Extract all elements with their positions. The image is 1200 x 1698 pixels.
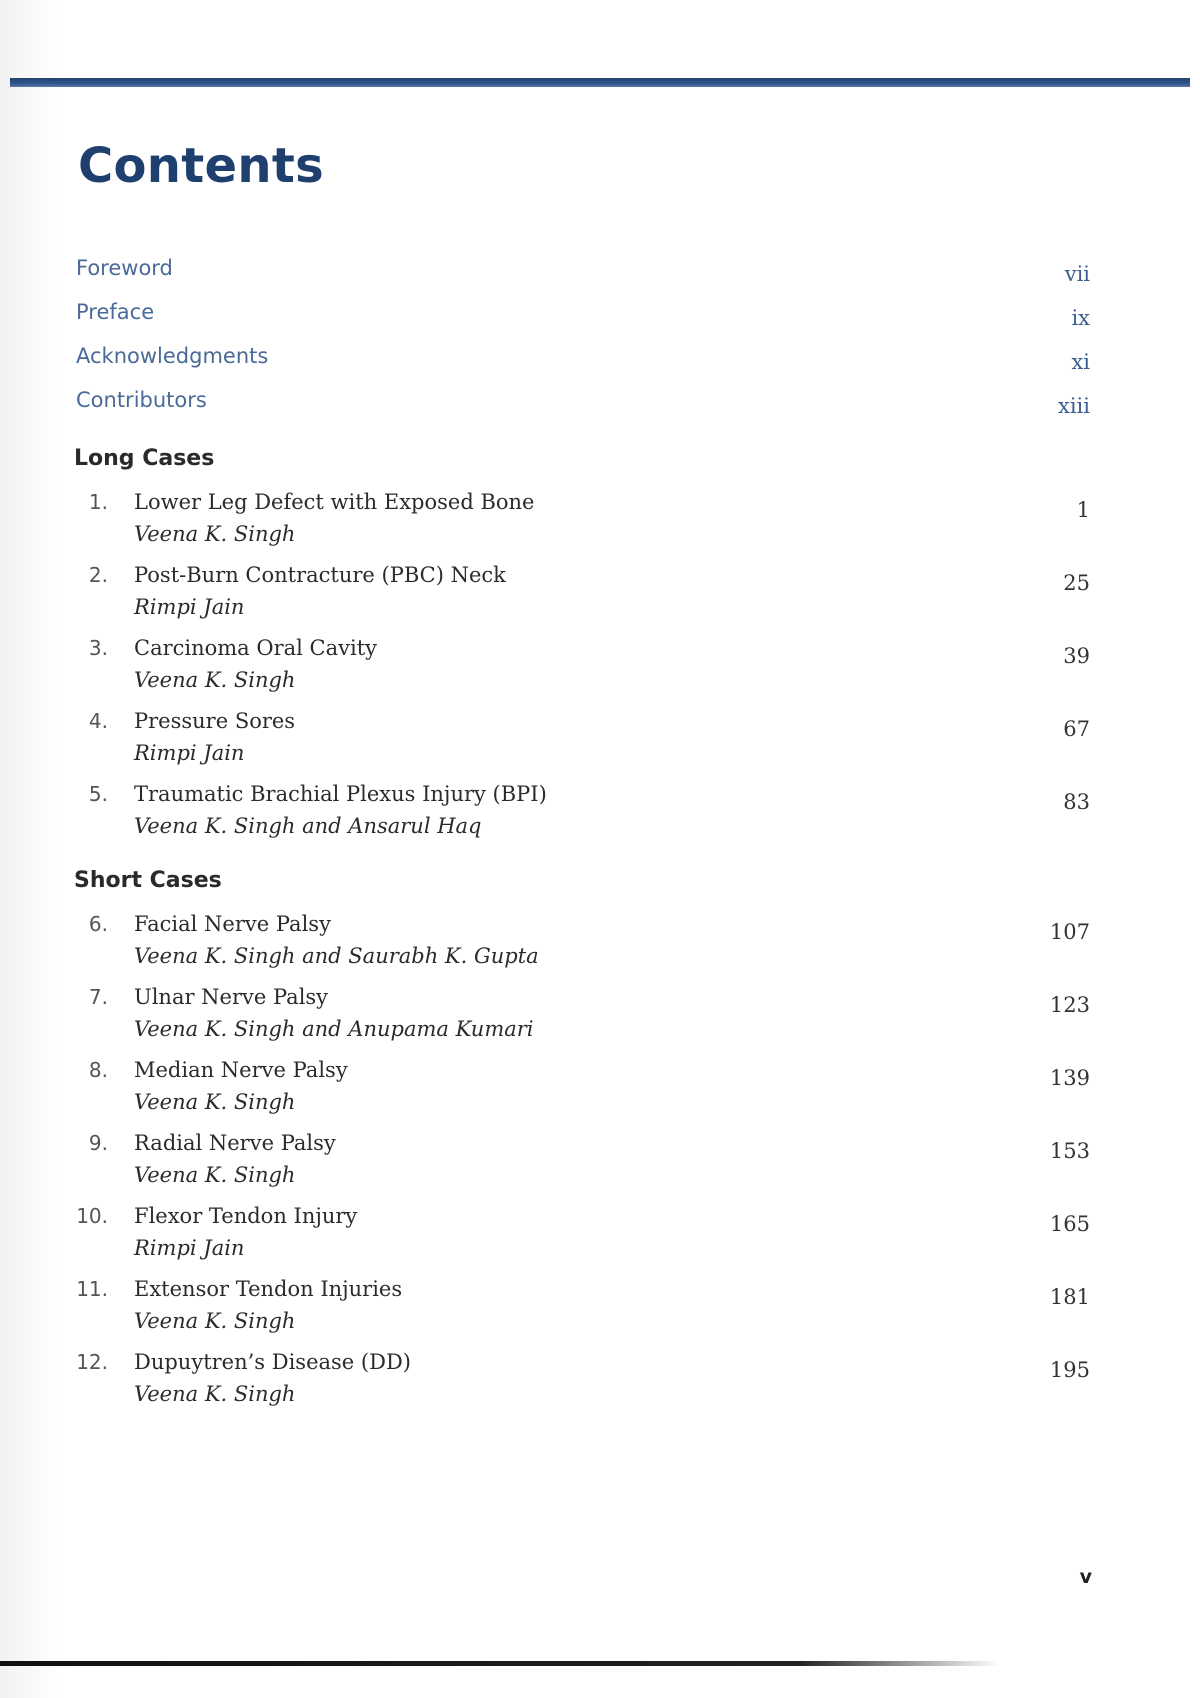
toc-chapter-6[interactable] xyxy=(70,912,1090,982)
page-title: Contents xyxy=(78,138,324,194)
chapter-page: 165 xyxy=(1049,1212,1090,1236)
chapter-number: 2. xyxy=(88,563,108,587)
chapter-number: 4. xyxy=(88,709,108,733)
chapter-page: 1 xyxy=(1076,498,1090,522)
entry-label: Contributors xyxy=(76,388,207,412)
chapter-author: Veena K. Singh and Anupama Kumari xyxy=(134,1017,534,1041)
chapter-title: Facial Nerve Palsy xyxy=(134,912,331,936)
chapter-page: 139 xyxy=(1049,1066,1090,1090)
toc-chapter-8[interactable] xyxy=(70,1058,1090,1128)
chapter-page: 39 xyxy=(1063,644,1090,668)
toc-chapter-7[interactable] xyxy=(70,985,1090,1055)
top-rule xyxy=(10,78,1190,87)
chapter-number: 12. xyxy=(76,1350,108,1374)
chapter-page: 67 xyxy=(1063,717,1090,741)
toc-chapter-4[interactable] xyxy=(70,709,1090,779)
chapter-title: Extensor Tendon Injuries xyxy=(134,1277,403,1301)
chapter-page: 153 xyxy=(1049,1139,1090,1163)
chapter-number: 7. xyxy=(88,985,108,1009)
chapter-number: 6. xyxy=(88,912,108,936)
toc-chapter-2[interactable] xyxy=(70,563,1090,633)
chapter-page: 123 xyxy=(1049,993,1090,1017)
bottom-rule xyxy=(0,1661,1000,1666)
chapter-number: 5. xyxy=(88,782,108,806)
chapter-author: Veena K. Singh xyxy=(134,522,296,546)
chapter-title: Flexor Tendon Injury xyxy=(134,1204,358,1228)
chapter-author: Rimpi Jain xyxy=(134,741,245,765)
chapter-author: Rimpi Jain xyxy=(134,1236,245,1260)
chapter-title: Radial Nerve Palsy xyxy=(134,1131,336,1155)
chapter-author: Veena K. Singh and Ansarul Haq xyxy=(134,814,482,838)
chapter-page: 181 xyxy=(1049,1285,1090,1309)
chapter-title: Post-Burn Contracture (PBC) Neck xyxy=(134,563,506,587)
entry-page: ix xyxy=(1071,306,1090,330)
toc-chapter-12[interactable] xyxy=(70,1350,1090,1420)
toc-chapter-11[interactable] xyxy=(70,1277,1090,1347)
chapter-title: Lower Leg Defect with Exposed Bone xyxy=(134,490,535,514)
toc-chapter-9[interactable] xyxy=(70,1131,1090,1201)
toc-chapter-5[interactable] xyxy=(70,782,1090,852)
entry-label: Acknowledgments xyxy=(76,344,269,368)
chapter-number: 8. xyxy=(88,1058,108,1082)
chapter-author: Veena K. Singh xyxy=(134,1309,296,1333)
toc-entry-preface[interactable] xyxy=(76,300,1090,330)
chapter-page: 25 xyxy=(1063,571,1090,595)
section-heading-short-cases: Short Cases xyxy=(74,868,222,893)
chapter-title: Median Nerve Palsy xyxy=(134,1058,348,1082)
scan-edge-shadow xyxy=(0,0,60,1698)
chapter-number: 11. xyxy=(76,1277,108,1301)
chapter-page: 107 xyxy=(1049,920,1090,944)
chapter-author: Veena K. Singh xyxy=(134,1382,296,1406)
page-folio: v xyxy=(1079,1566,1092,1588)
chapter-page: 83 xyxy=(1063,790,1090,814)
entry-page: xiii xyxy=(1058,394,1090,418)
chapter-title: Traumatic Brachial Plexus Injury (BPI) xyxy=(134,782,547,806)
chapter-number: 10. xyxy=(76,1204,108,1228)
chapter-number: 3. xyxy=(88,636,108,660)
toc-chapter-3[interactable] xyxy=(70,636,1090,706)
chapter-number: 9. xyxy=(88,1131,108,1155)
toc-entry-contributors[interactable] xyxy=(76,388,1090,418)
section-heading-long-cases: Long Cases xyxy=(74,446,215,471)
entry-label: Foreword xyxy=(76,256,173,280)
toc-chapter-1[interactable] xyxy=(70,490,1090,560)
chapter-author: Veena K. Singh and Saurabh K. Gupta xyxy=(134,944,539,968)
entry-page: xi xyxy=(1071,350,1090,374)
chapter-page: 195 xyxy=(1049,1358,1090,1382)
chapter-title: Dupuytren’s Disease (DD) xyxy=(134,1350,411,1374)
chapter-author: Veena K. Singh xyxy=(134,1163,296,1187)
toc-chapter-10[interactable] xyxy=(70,1204,1090,1274)
toc-entry-foreword[interactable] xyxy=(76,256,1090,286)
chapter-title: Ulnar Nerve Palsy xyxy=(134,985,329,1009)
toc-entry-acknowledgments[interactable] xyxy=(76,344,1090,374)
chapter-title: Carcinoma Oral Cavity xyxy=(134,636,378,660)
entry-label: Preface xyxy=(76,300,155,324)
chapter-author: Veena K. Singh xyxy=(134,668,296,692)
chapter-author: Veena K. Singh xyxy=(134,1090,296,1114)
chapter-author: Rimpi Jain xyxy=(134,595,245,619)
chapter-number: 1. xyxy=(88,490,108,514)
chapter-title: Pressure Sores xyxy=(134,709,296,733)
entry-page: vii xyxy=(1064,262,1090,286)
